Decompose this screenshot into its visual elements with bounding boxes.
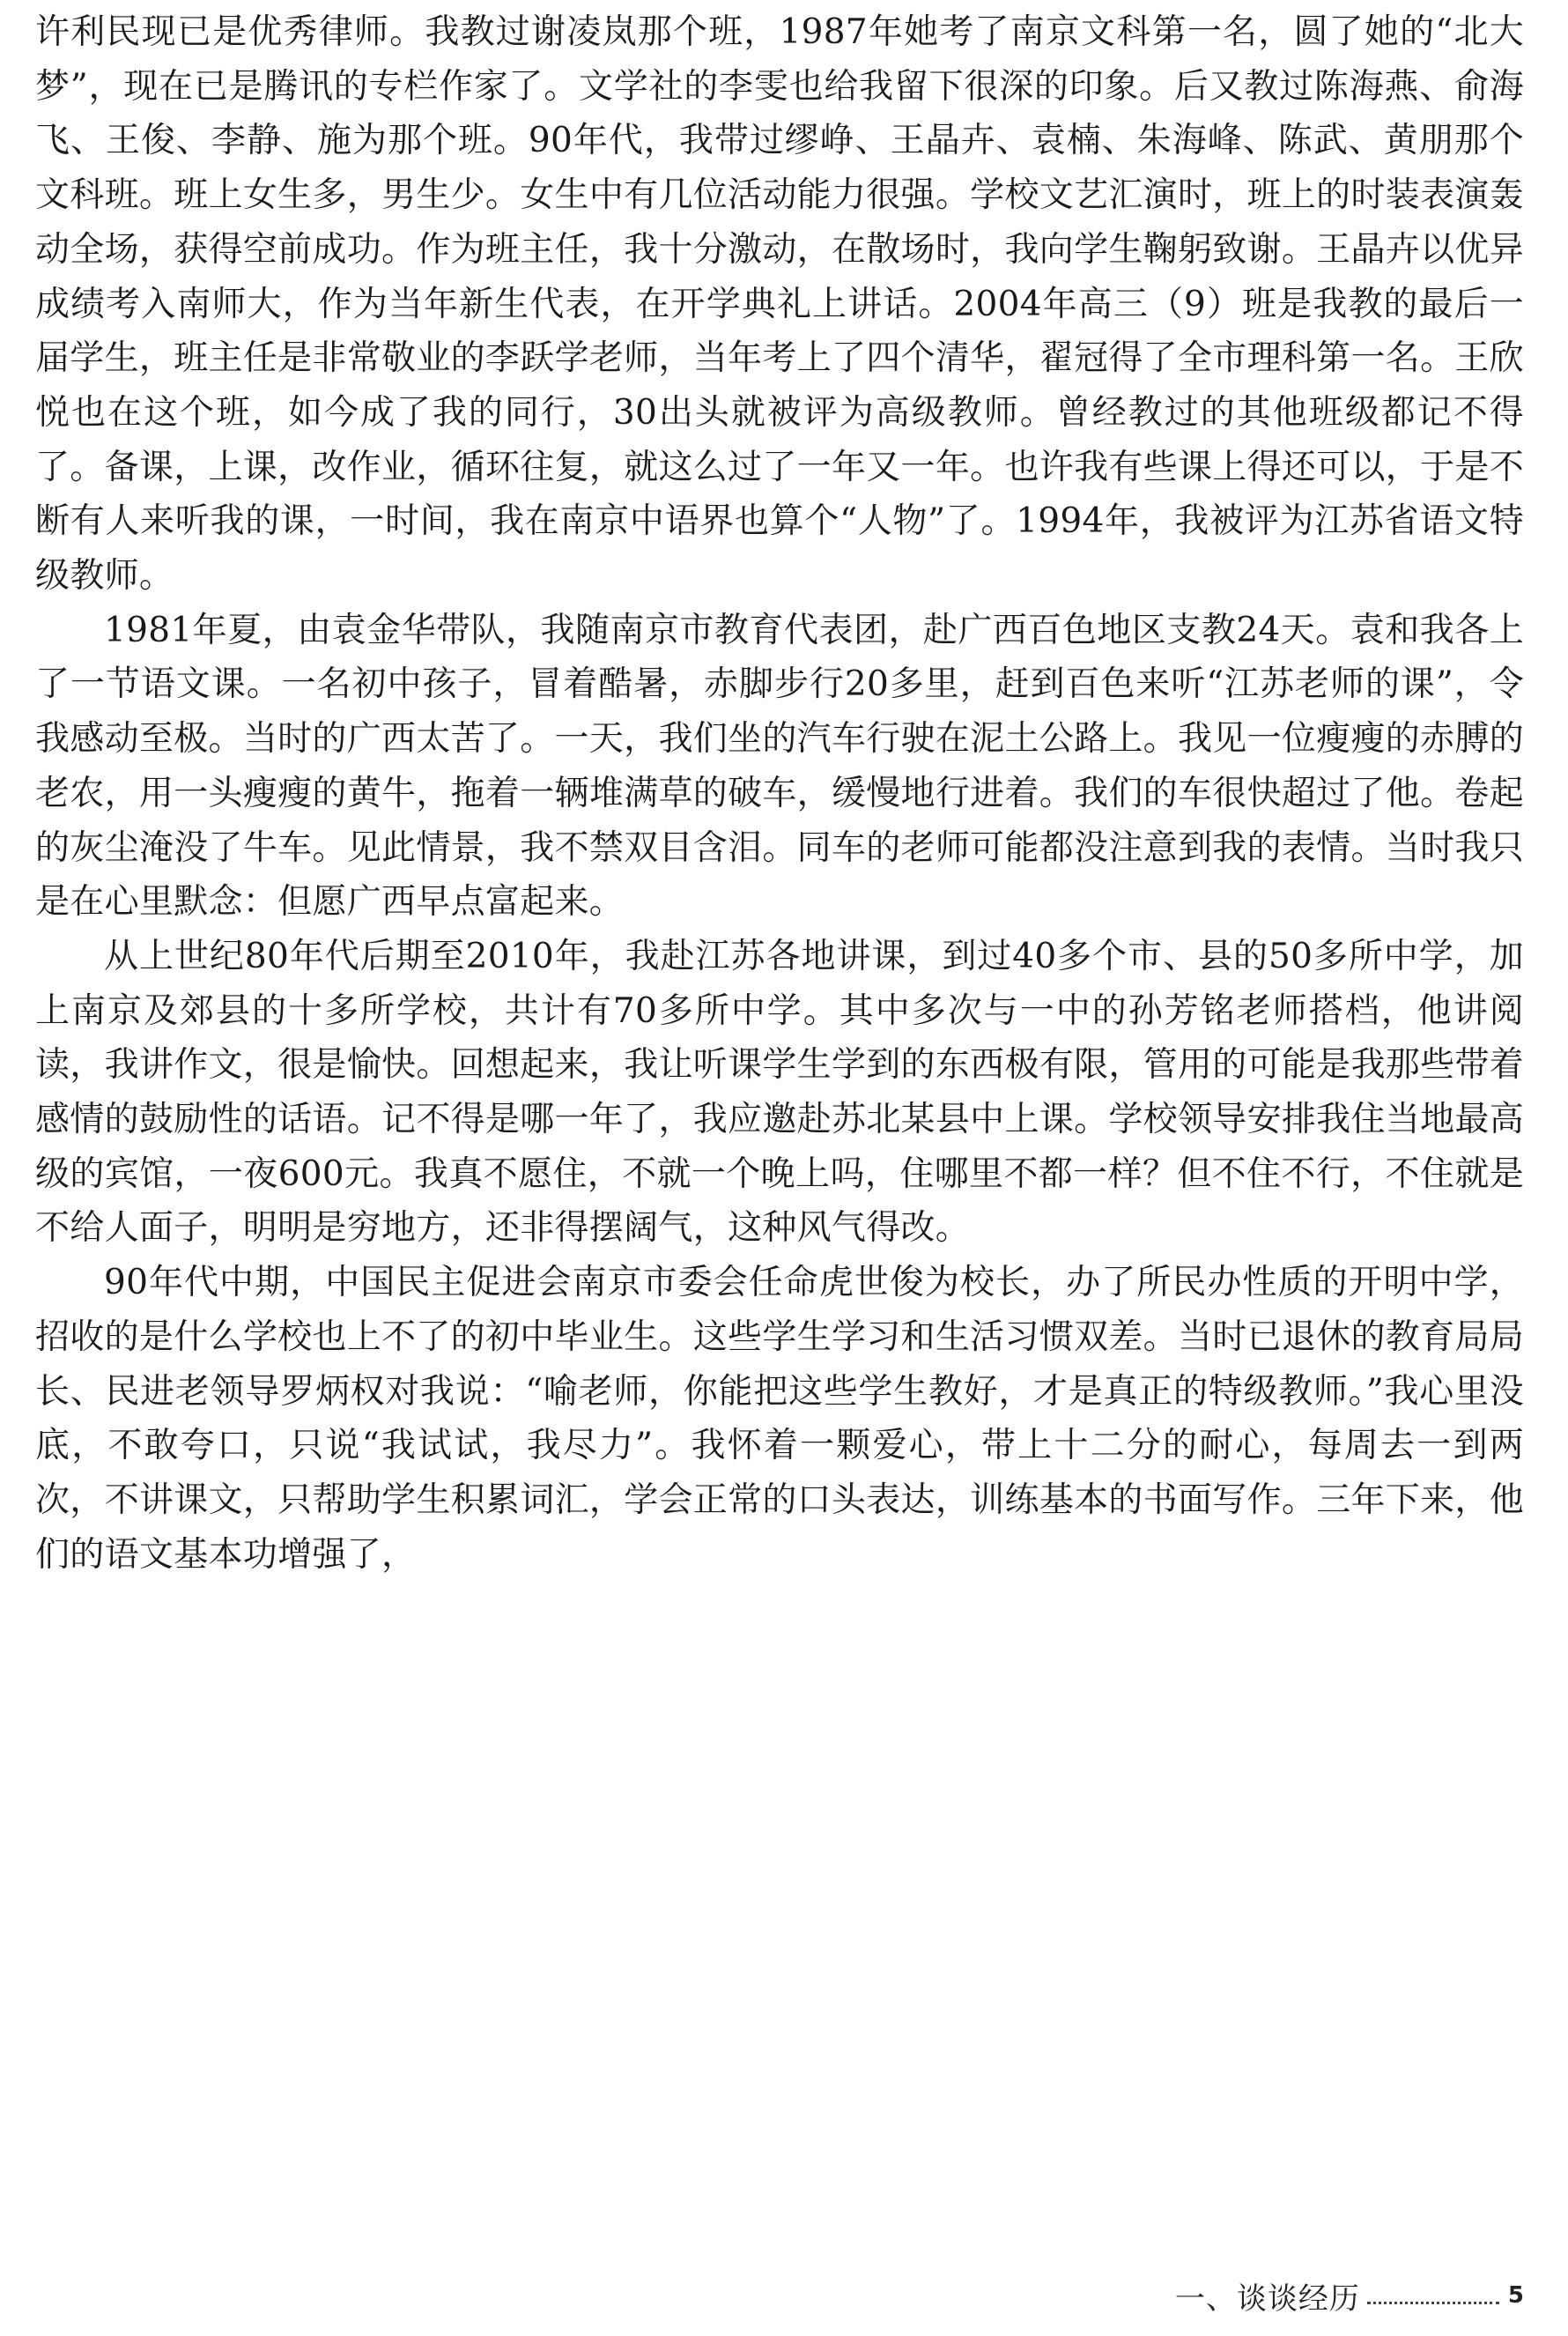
body-text: [35, 5, 1524, 1582]
page-number: 5: [1507, 2282, 1524, 2309]
footer-dot-leader: [1367, 2302, 1499, 2304]
paragraph-2: 1981年夏，由袁金华带队，我随南京市教育代表团，赴广西百色地区支教24天。袁和我各上了一节语文课。一名初中孩子，冒着酷暑，赤脚步行20多里，赶到百色来听“江苏老师的课”，令我感动至极。当时的广西太苦了。一天，我们坐的汽车行驶在泥土公路上。我见一位瘦瘦的赤膊的老农，用一头瘦瘦的黄牛，拖着一辆堆满草的破车，缓慢地行进着。我们的车很快超过了他。卷起的灰尘淹没了牛车。见此情景，我不禁双目含泪。同车的老师可能都没注意到我的表情。当时我只是在心里默念：但愿广西早点富起来。: [35, 610, 1524, 923]
book-page: [35, 0, 1524, 2336]
footer-section-title: 一、谈谈经历: [1174, 2280, 1360, 2317]
paragraph-3: 从上世纪80年代后期至2010年，我赴江苏各地讲课，到过40多个市、县的50多所中学，加上南京及郊县的十多所学校，共计有70多所中学。其中多次与一中的孙芳铭老师搭档，他讲阅读，我讲作文，很是愉快。回想起来，我让听课学生学到的东西极有限，管用的可能是我那些带着感情的鼓励性的话语。记不得是哪一年了，我应邀赴苏北某县中上课。学校领导安排我住当地最高级的宾馆，一夜600元。我真不愿住，不就一个晚上吗，住哪里不都一样？但不住不行，不住就是不给人面子，明明是穷地方，还非得摆阔气，这种风气得改。: [35, 936, 1524, 1249]
paragraph-1: 许利民现已是优秀律师。我教过谢凌岚那个班，1987年她考了南京文科第一名，圆了她的“北大梦”，现在已是腾讯的专栏作家了。文学社的李雯也给我留下很深的印象。后又教过陈海燕、俞海飞、王俊、李静、施为那个班。90年代，我带过缪峥、王晶卉、袁楠、朱海峰、陈武、黄朋那个文科班。班上女生多，男生少。女生中有几位活动能力很强。学校文艺汇演时，班上的时装表演轰动全场，获得空前成功。作为班主任，我十分激动，在散场时，我向学生鞠躬致谢。王晶卉以优异成绩考入南师大，作为当年新生代表，在开学典礼上讲话。2004年高三（9）班是我教的最后一届学生，班主任是非常敬业的李跃学老师，当年考上了四个清华，翟冠得了全市理科第一名。王欣悦也在这个班，如今成了我的同行，30出头就被评为高级教师。曾经教过的其他班级都记不得了。备课，上课，改作业，循环往复，就这么过了一年又一年。也许我有些课上得还可以，于是不断有人来听我的课，一时间，我在南京中语界也算个“人物”了。1994年，我被评为江苏省语文特级教师。: [35, 12, 1525, 597]
page-footer: [1175, 2273, 1524, 2317]
paragraph-4: 90年代中期，中国民主促进会南京市委会任命虎世俊为校长，办了所民办性质的开明中学，招收的是什么学校也上不了的初中毕业生。这些学生学习和生活习惯双差。当时已退休的教育局局长、民进老领导罗炳权对我说：“喻老师，你能把这些学生教好，才是真正的特级教师。”我心里没底，不敢夸口，只说“我试试，我尽力”。我怀着一颗爱心，带上十二分的耐心，每周去一到两次，不讲课文，只帮助学生积累词汇，学会正常的口头表达，训练基本的书面写作。三年下来，他们的语文基本功增强了，: [35, 1263, 1524, 1575]
